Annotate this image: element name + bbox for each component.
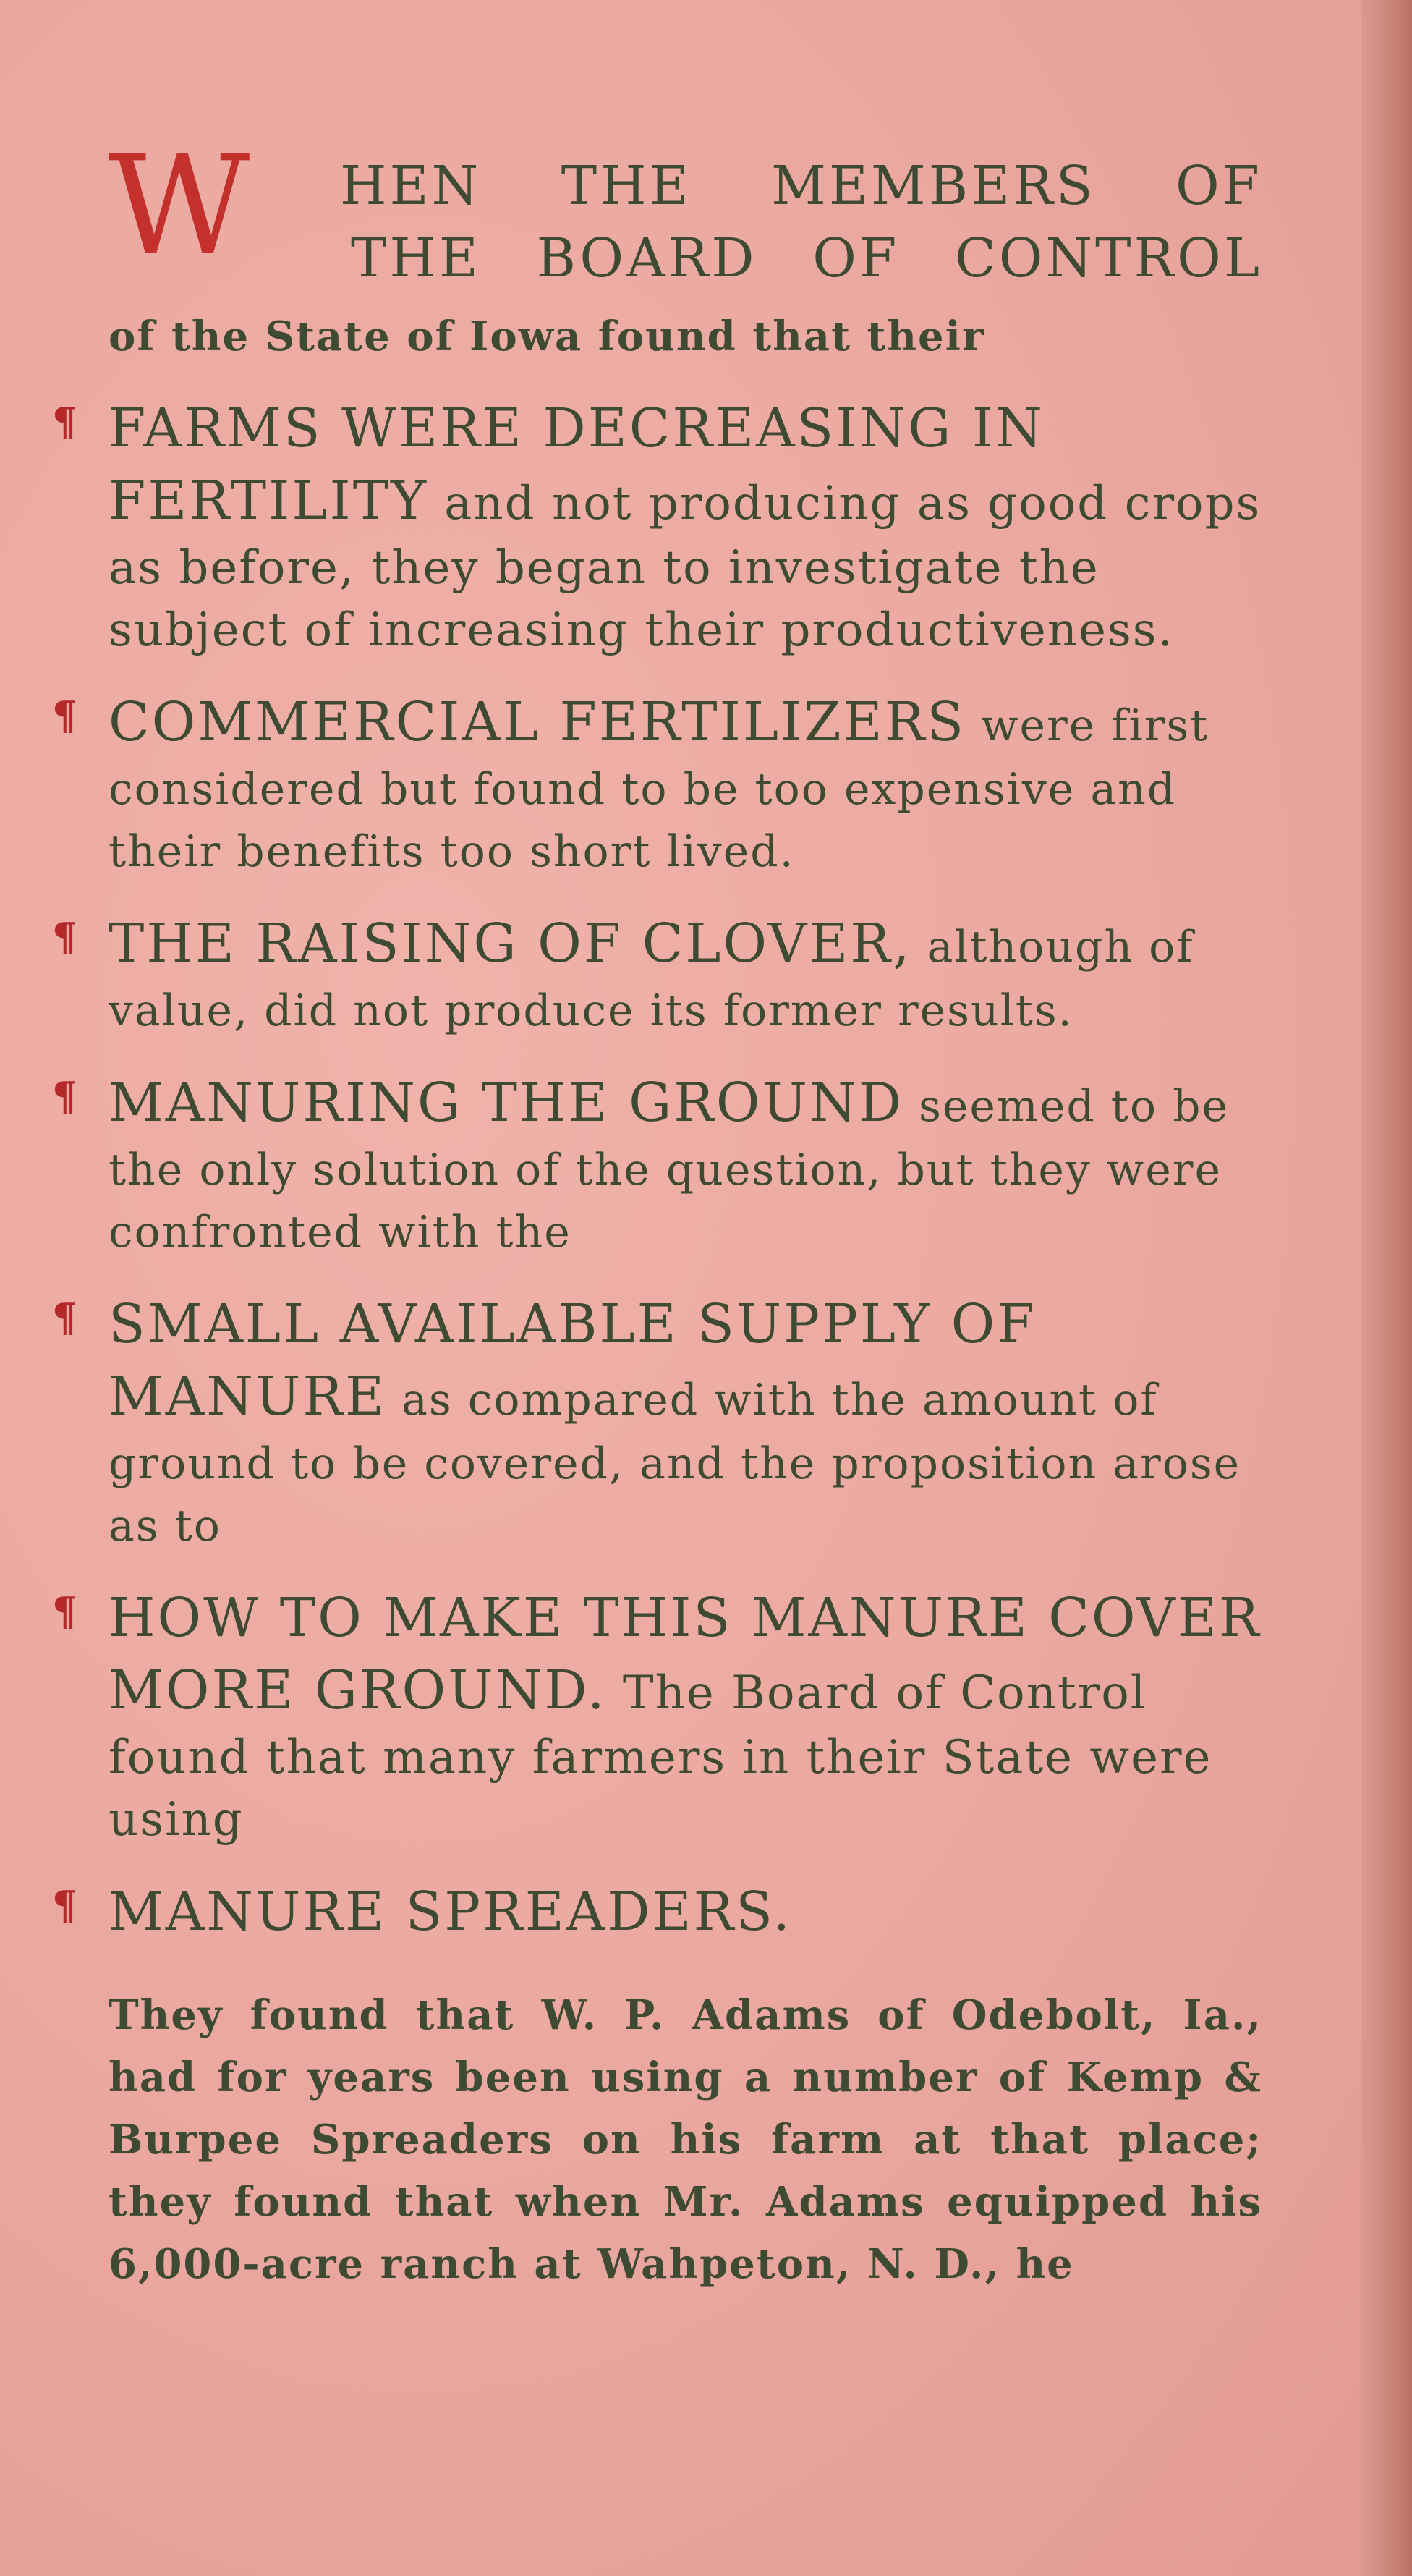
- pilcrow-icon: ¶: [52, 399, 77, 445]
- page-edge: [1361, 0, 1412, 2576]
- document-body: [52, 126, 1262, 2295]
- opening-line-3: of the State of Iowa found that their: [109, 313, 985, 360]
- pilcrow-icon: ¶: [52, 1073, 77, 1119]
- opening-line-2: THE BOARD OF CONTROL: [351, 227, 1262, 289]
- paragraph-heading: HOW TO MAKE THIS MANURE COVER MORE GROUND.: [109, 1587, 1262, 1721]
- paragraph-3: [52, 907, 1262, 1042]
- paragraph-heading: MANURING THE GROUND: [109, 1072, 904, 1134]
- opening-block: [109, 126, 1262, 311]
- paragraph-text: and not producing as good crops as before, they began to investigate the subject of increasing their productiveness.: [109, 477, 1262, 657]
- paragraph-2: [52, 686, 1262, 883]
- closing-paragraph: They found that W. P. Adams of Odebolt, Ia., had for years been using a number of Kemp & Burpee Spreaders on his farm at that place; they found that when Mr. Adams equipped his 6,000-acre ranch at Wahpeton, N. D., he: [109, 1991, 1262, 2288]
- pilcrow-icon: ¶: [52, 692, 77, 739]
- pilcrow-icon: ¶: [52, 1295, 77, 1341]
- paragraph-heading: COMMERCIAL FERTILIZERS: [109, 691, 966, 753]
- paragraph-heading: THE RAISING OF CLOVER,: [109, 912, 912, 975]
- paragraph-text: were first considered but found to be too expensive and their benefits too short lived.: [109, 700, 1209, 877]
- paragraph-6: [52, 1582, 1262, 1851]
- pilcrow-icon: ¶: [52, 1588, 77, 1635]
- paragraph-text: The Board of Control found that many farmers in their State were using: [109, 1666, 1212, 1847]
- paragraph-heading: SMALL AVAILABLE SUPPLY OF MANURE: [109, 1293, 1037, 1428]
- paragraph-heading: MANURE SPREADERS.: [109, 1881, 792, 1943]
- paragraph-5: [52, 1288, 1262, 1557]
- paragraph-4: [52, 1067, 1262, 1263]
- opening-line-1: HEN THE MEMBERS OF: [340, 155, 1262, 217]
- paragraph-1: [52, 392, 1262, 661]
- pilcrow-icon: ¶: [52, 1882, 77, 1928]
- paragraph-heading: FARMS WERE DECREASING IN FERTILITY: [109, 397, 1045, 532]
- paragraph-7: [52, 1876, 1262, 1948]
- paragraph-text: seemed to be the only solution of the question, but they were confronted with the: [109, 1081, 1230, 1258]
- paragraph-text: although of value, did not produce its former results.: [109, 922, 1194, 1036]
- pilcrow-icon: ¶: [52, 914, 77, 960]
- paragraph-text: as compared with the amount of ground to be covered, and the proposition arose as to: [109, 1375, 1241, 1551]
- drop-cap: W: [109, 126, 243, 286]
